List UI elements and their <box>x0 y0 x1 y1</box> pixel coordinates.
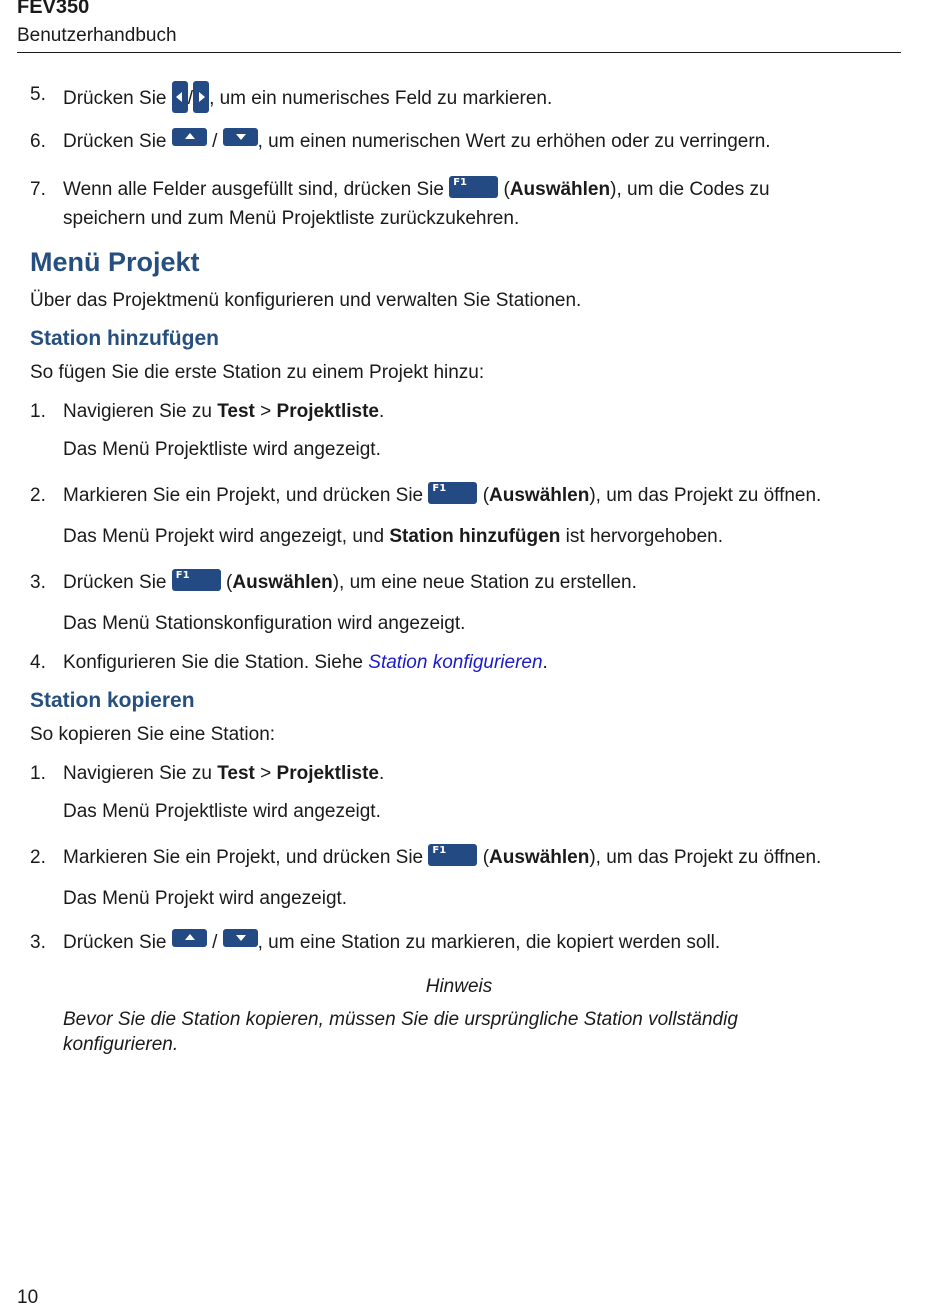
step-bold: Auswählen <box>232 572 333 593</box>
f1-key-icon: F1 <box>172 569 221 591</box>
down-arrow-key-icon <box>223 929 258 947</box>
step-text: . <box>378 401 385 422</box>
menu-projektliste: Projektliste <box>276 763 379 784</box>
step-text: Drücken Sie <box>63 572 167 593</box>
step-text: . <box>542 652 548 673</box>
step-text: Navigieren Sie zu <box>63 763 218 784</box>
step-number: 2. <box>30 485 46 506</box>
step-text: Drücken Sie <box>63 131 167 152</box>
step-number: 2. <box>30 847 46 868</box>
step-number: 1. <box>30 763 46 784</box>
key-separator: / <box>212 131 218 152</box>
step-text: , um einen numerischen Wert zu erhöhen oder zu verringern. <box>257 131 771 152</box>
step-text: Wenn alle Felder ausgefüllt sind, drücken Sie <box>63 179 444 200</box>
step-text: ( <box>477 847 490 868</box>
step-text: ist hervorgehoben. <box>560 526 723 547</box>
station-kopieren-intro: So kopieren Sie eine Station: <box>30 724 276 745</box>
step-text: Markieren Sie ein Projekt, und drücken Sie <box>63 847 424 868</box>
add-step-4 <box>63 651 548 675</box>
copy-step-1-result: Das Menü Projektliste wird angezeigt. <box>63 801 381 822</box>
station-hinzufuegen-intro: So fügen Sie die erste Station zu einem Projekt hinzu: <box>30 362 485 383</box>
step-text: Das Menü Projekt wird angezeigt, und <box>63 526 390 547</box>
step-number: 3. <box>30 572 46 593</box>
step-text: , um ein numerisches Feld zu markieren. <box>209 88 553 110</box>
step-text: Markieren Sie ein Projekt, und drücken Sie <box>63 485 424 506</box>
up-arrow-key-icon <box>172 128 207 146</box>
down-arrow-key-icon <box>223 128 258 146</box>
step-number: 4. <box>30 652 46 673</box>
copy-step-2 <box>63 846 821 870</box>
step-text: ( <box>477 485 490 506</box>
manual-title: Benutzerhandbuch <box>17 25 177 46</box>
product-name: FEV350 <box>17 0 90 18</box>
step-text: ( <box>498 179 510 200</box>
menu-test: Test <box>217 763 255 784</box>
step-5-text <box>63 83 552 115</box>
step-text: ( <box>220 572 233 593</box>
copy-step-3 <box>63 931 720 955</box>
menu-projekt-intro: Über das Projektmenü konfigurieren und verwalten Sie Stationen. <box>30 290 582 311</box>
header-divider <box>17 52 901 53</box>
key-separator: / <box>187 88 194 110</box>
step-bold: Station hinzufügen <box>389 526 561 547</box>
step-7-text <box>63 178 770 202</box>
step-number: 3. <box>30 932 46 953</box>
note-body: Bevor Sie die Station kopieren, müssen Sie die ursprüngliche Station vollständig konfigurieren. <box>63 1009 738 1055</box>
step-text: ), um das Projekt zu öffnen. <box>589 485 822 506</box>
page-number: 10 <box>17 1287 39 1308</box>
step-text: . <box>378 763 385 784</box>
step-text: > <box>254 401 277 422</box>
step-text: ), um die Codes zu <box>610 179 770 200</box>
right-arrow-key-icon <box>193 81 209 113</box>
step-text: Drücken Sie <box>63 88 167 110</box>
menu-test: Test <box>217 401 255 422</box>
step-text: > <box>254 763 277 784</box>
add-step-2 <box>63 484 821 508</box>
heading-station-hinzufuegen: Station hinzufügen <box>30 327 219 350</box>
step-number: 7. <box>30 179 46 200</box>
heading-station-kopieren: Station kopieren <box>30 689 195 712</box>
step-bold: Auswählen <box>489 847 590 868</box>
step-number: 1. <box>30 401 46 422</box>
heading-menu-projekt: Menü Projekt <box>30 247 200 277</box>
copy-step-2-result: Das Menü Projekt wird angezeigt. <box>63 888 348 909</box>
step-number: 5. <box>30 84 46 105</box>
step-bold: Auswählen <box>509 179 611 200</box>
step-text: Drücken Sie <box>63 932 167 953</box>
step-number: 6. <box>30 131 46 152</box>
add-step-3 <box>63 571 637 595</box>
step-text: ), um eine neue Station zu erstellen. <box>332 572 637 593</box>
key-separator: / <box>212 932 218 953</box>
step-7-line2: speichern und zum Menü Projektliste zurückzukehren. <box>63 208 520 229</box>
f1-key-icon: F1 <box>449 176 498 198</box>
add-step-1 <box>63 400 384 424</box>
step-text: ), um das Projekt zu öffnen. <box>589 847 822 868</box>
step-text: Konfigurieren Sie die Station. Siehe <box>63 652 369 673</box>
step-bold: Auswählen <box>489 485 590 506</box>
add-step-2-result <box>63 525 723 549</box>
add-step-1-result: Das Menü Projektliste wird angezeigt. <box>63 439 381 460</box>
step-text: , um eine Station zu markieren, die kopiert werden soll. <box>257 932 721 953</box>
copy-step-1 <box>63 762 384 786</box>
link-station-konfigurieren[interactable]: Station konfigurieren <box>368 652 543 673</box>
left-arrow-key-icon <box>172 81 188 113</box>
note-title: Hinweis <box>425 976 493 997</box>
f1-key-icon: F1 <box>428 482 477 504</box>
page-header <box>17 0 901 48</box>
f1-key-icon: F1 <box>428 844 477 866</box>
step-text: Navigieren Sie zu <box>63 401 218 422</box>
step-6-text <box>63 130 771 154</box>
up-arrow-key-icon <box>172 929 207 947</box>
menu-projektliste: Projektliste <box>276 401 379 422</box>
add-step-3-result: Das Menü Stationskonfiguration wird angezeigt. <box>63 613 466 634</box>
